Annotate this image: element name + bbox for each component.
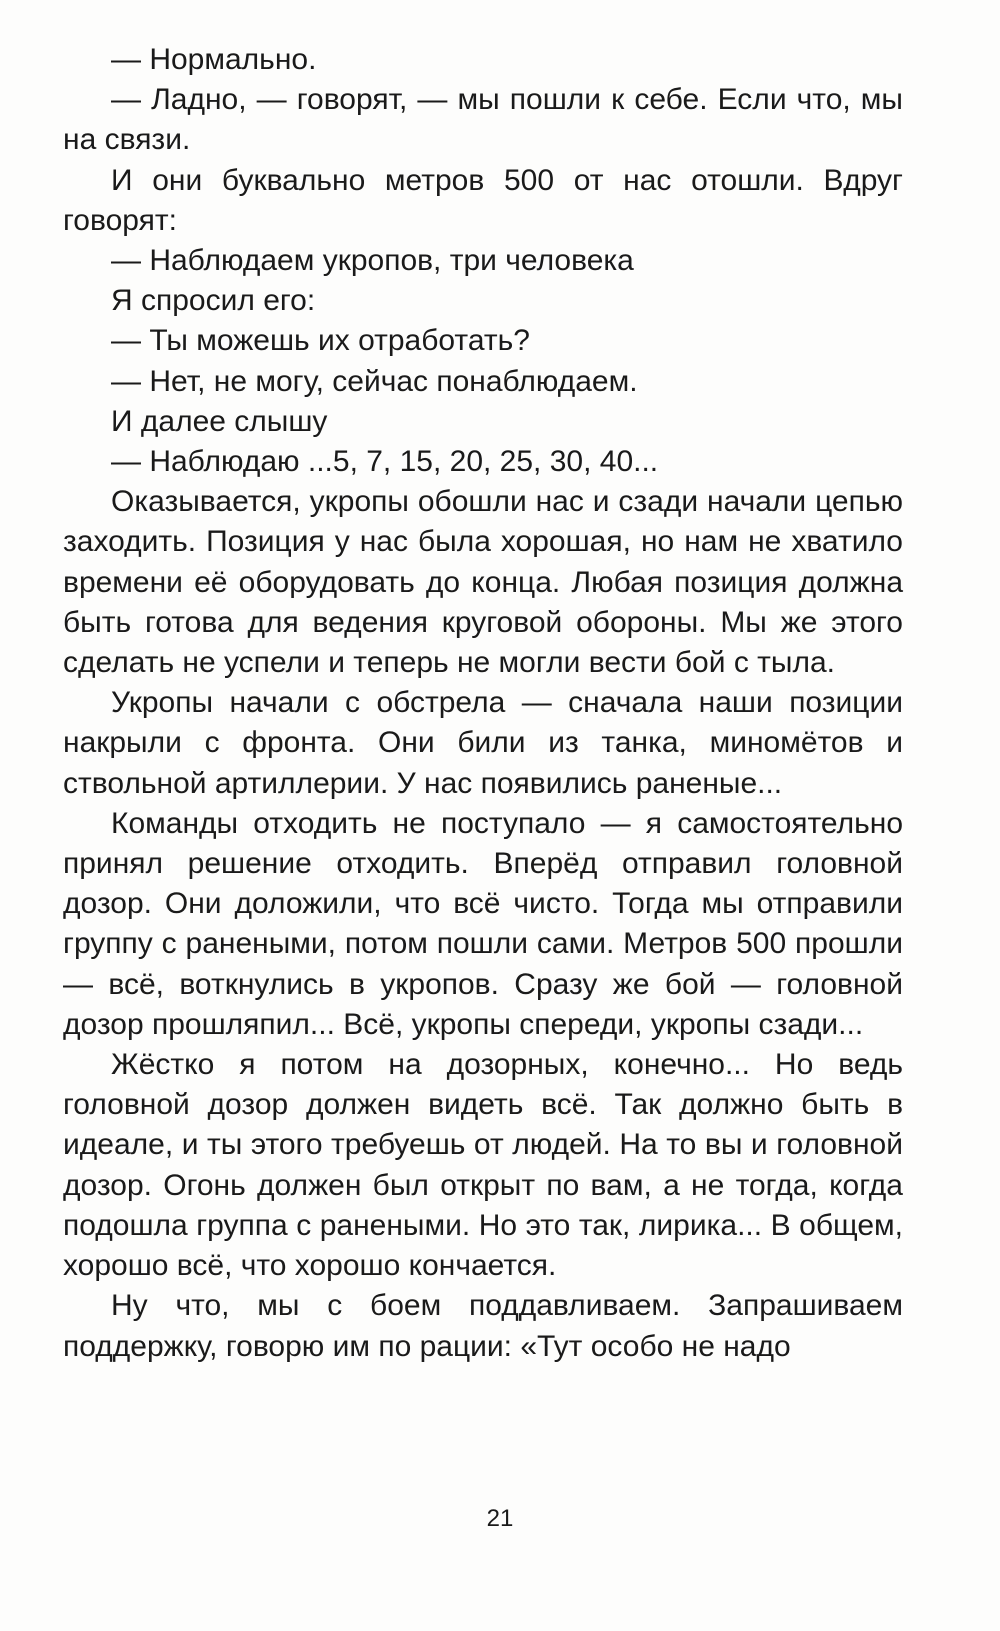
paragraph: — Ты можешь их отработать? bbox=[111, 324, 530, 358]
paragraph: — Наблюдаю ...5, 7, 15, 20, 25, 30, 40... bbox=[111, 445, 659, 479]
paragraph: — Ладно, — говорят, — мы пошли к себе. Если что, мы на связи. bbox=[63, 83, 903, 157]
paragraph: Жёстко я потом на дозорных, конечно... Но ведь головной дозор должен видеть всё. Так должно быть в идеале, и ты этого требуешь от людей. На то вы и головной дозор. Огонь должен был открыт по вам, а не тогда, когда подошла группа с ранеными. Но это так, лирика... В общем, хорошо всё, что хорошо кончается. bbox=[63, 1048, 903, 1283]
paragraph: Ну что, мы с боем поддавливаем. Запрашиваем поддержку, говорю им по рации: «Тут особо не надо bbox=[63, 1289, 903, 1363]
paragraph: — Наблюдаем укропов, три человека bbox=[111, 244, 634, 278]
paragraph: И далее слышу bbox=[111, 404, 328, 438]
paragraph: Укропы начали с обстрела — сначала наши позиции накрыли с фронта. Они били из танка, миномётов и ствольной артиллерии. У нас появились раненые... bbox=[63, 686, 903, 800]
paragraph: — Нормально. bbox=[111, 43, 317, 76]
page-number: 21 bbox=[486, 1505, 514, 1532]
paragraph: Команды отходить не поступало — я самостоятельно принял решение отходить. Вперёд отправил головной дозор. Они доложили, что всё чисто. Тогда мы отправили группу с ранеными, потом пошли сами. Метров 500 прошли — всё, воткнулись в укропов. Сразу же бой — головной дозор прошляпил... Всё, укропы спереди, укропы сзади... bbox=[63, 806, 903, 1041]
paragraph: И они буквально метров 500 от нас отошли. Вдруг говорят: bbox=[63, 163, 903, 237]
body-text bbox=[63, 40, 903, 1367]
paragraph: Оказывается, укропы обошли нас и сзади начали цепью заходить. Позиция у нас была хорошая, но нам не хватило времени её оборудовать до конца. Любая позиция должна быть готова для ведения круговой обороны. Мы же этого сделать не успели и теперь не могли вести бой с тыла. bbox=[63, 485, 903, 680]
paragraph: — Нет, не могу, сейчас понаблюдаем. bbox=[111, 364, 638, 398]
paragraph: Я спросил его: bbox=[111, 284, 316, 318]
